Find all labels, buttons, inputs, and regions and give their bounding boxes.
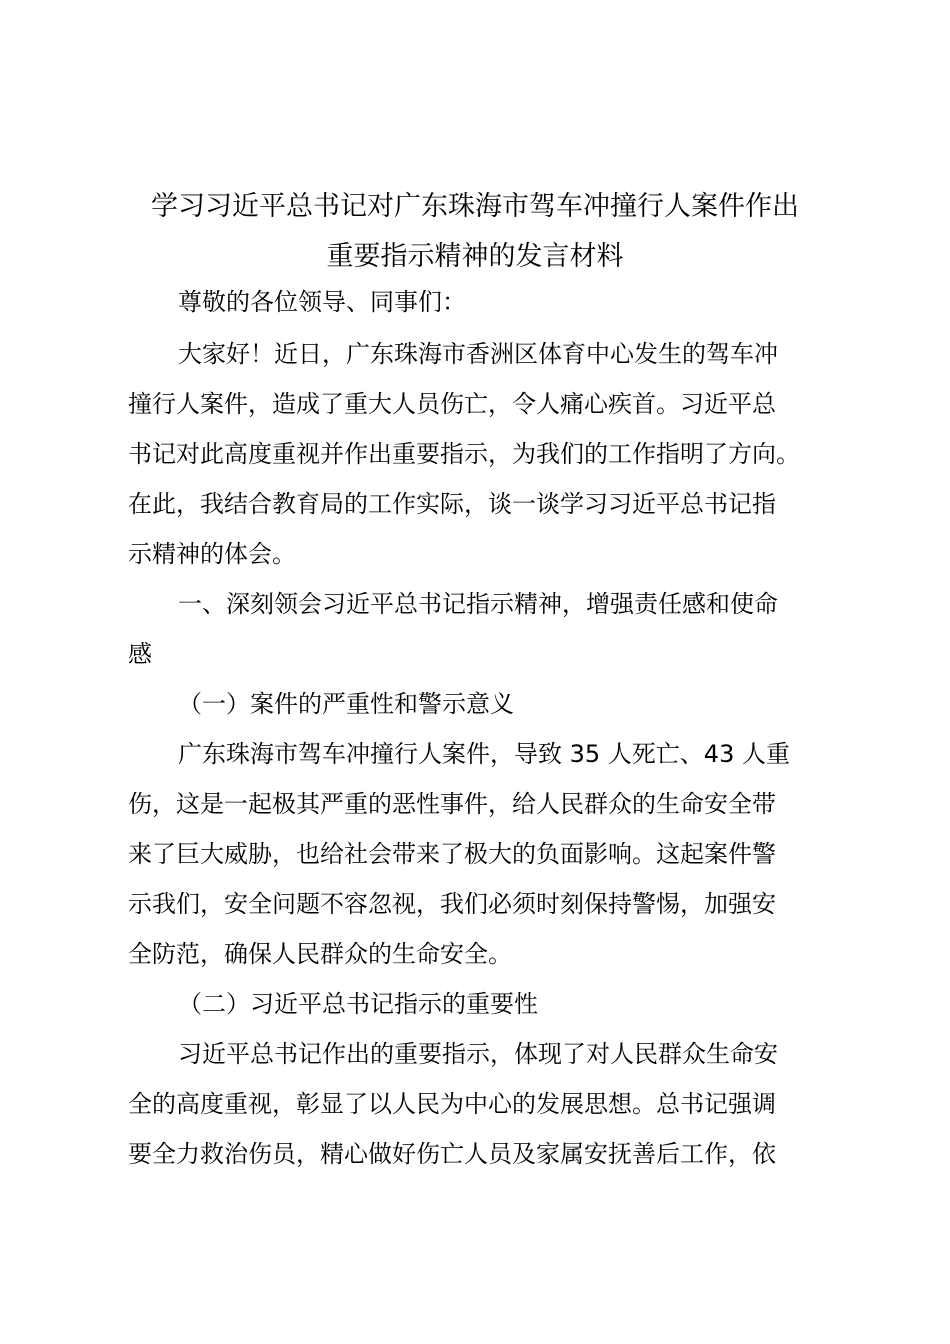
subsection-heading: （一）案件的严重性和警示意义 [178, 690, 514, 718]
text-line: 撞行人案件，造成了重大人员伤亡，令人痛心疾首。习近平总 [128, 390, 776, 418]
document-title-line-2: 重要指示精神的发言材料 [326, 241, 624, 272]
section-heading: 一、深刻领会习近平总书记指示精神，增强责任感和使命 [178, 590, 778, 618]
subsection-heading: （二）习近平总书记指示的重要性 [178, 990, 538, 1018]
text-line: 广东珠海市驾车冲撞行人案件，导致 35 人死亡、43 人重 [178, 740, 790, 768]
text-line: 示精神的体会。 [128, 540, 296, 568]
text-line: 要全力救治伤员，精心做好伤亡人员及家属安抚善后工作，依 [128, 1140, 776, 1168]
text-line: 大家好！近日，广东珠海市香洲区体育中心发生的驾车冲 [178, 340, 778, 368]
text-line: 在此，我结合教育局的工作实际，谈一谈学习习近平总书记指 [128, 490, 776, 518]
text-line: 来了巨大威胁，也给社会带来了极大的负面影响。这起案件警 [128, 840, 776, 868]
text-line: 示我们，安全问题不容忽视，我们必须时刻保持警惕，加强安 [128, 890, 776, 918]
text-line: 伤，这是一起极其严重的恶性事件，给人民群众的生命安全带 [128, 790, 776, 818]
text-line: 全防范，确保人民群众的生命安全。 [128, 940, 512, 968]
text-line: 书记对此高度重视并作出重要指示，为我们的工作指明了方向。 [128, 440, 800, 468]
salutation: 尊敬的各位领导、同事们： [178, 288, 466, 316]
text-line: 全的高度重视，彰显了以人民为中心的发展思想。总书记强调 [128, 1090, 776, 1118]
section-heading-continuation: 感 [128, 640, 152, 668]
document-title-line-1: 学习习近平总书记对广东珠海市驾车冲撞行人案件作出 [151, 191, 799, 222]
text-line: 习近平总书记作出的重要指示，体现了对人民群众生命安 [178, 1040, 778, 1068]
